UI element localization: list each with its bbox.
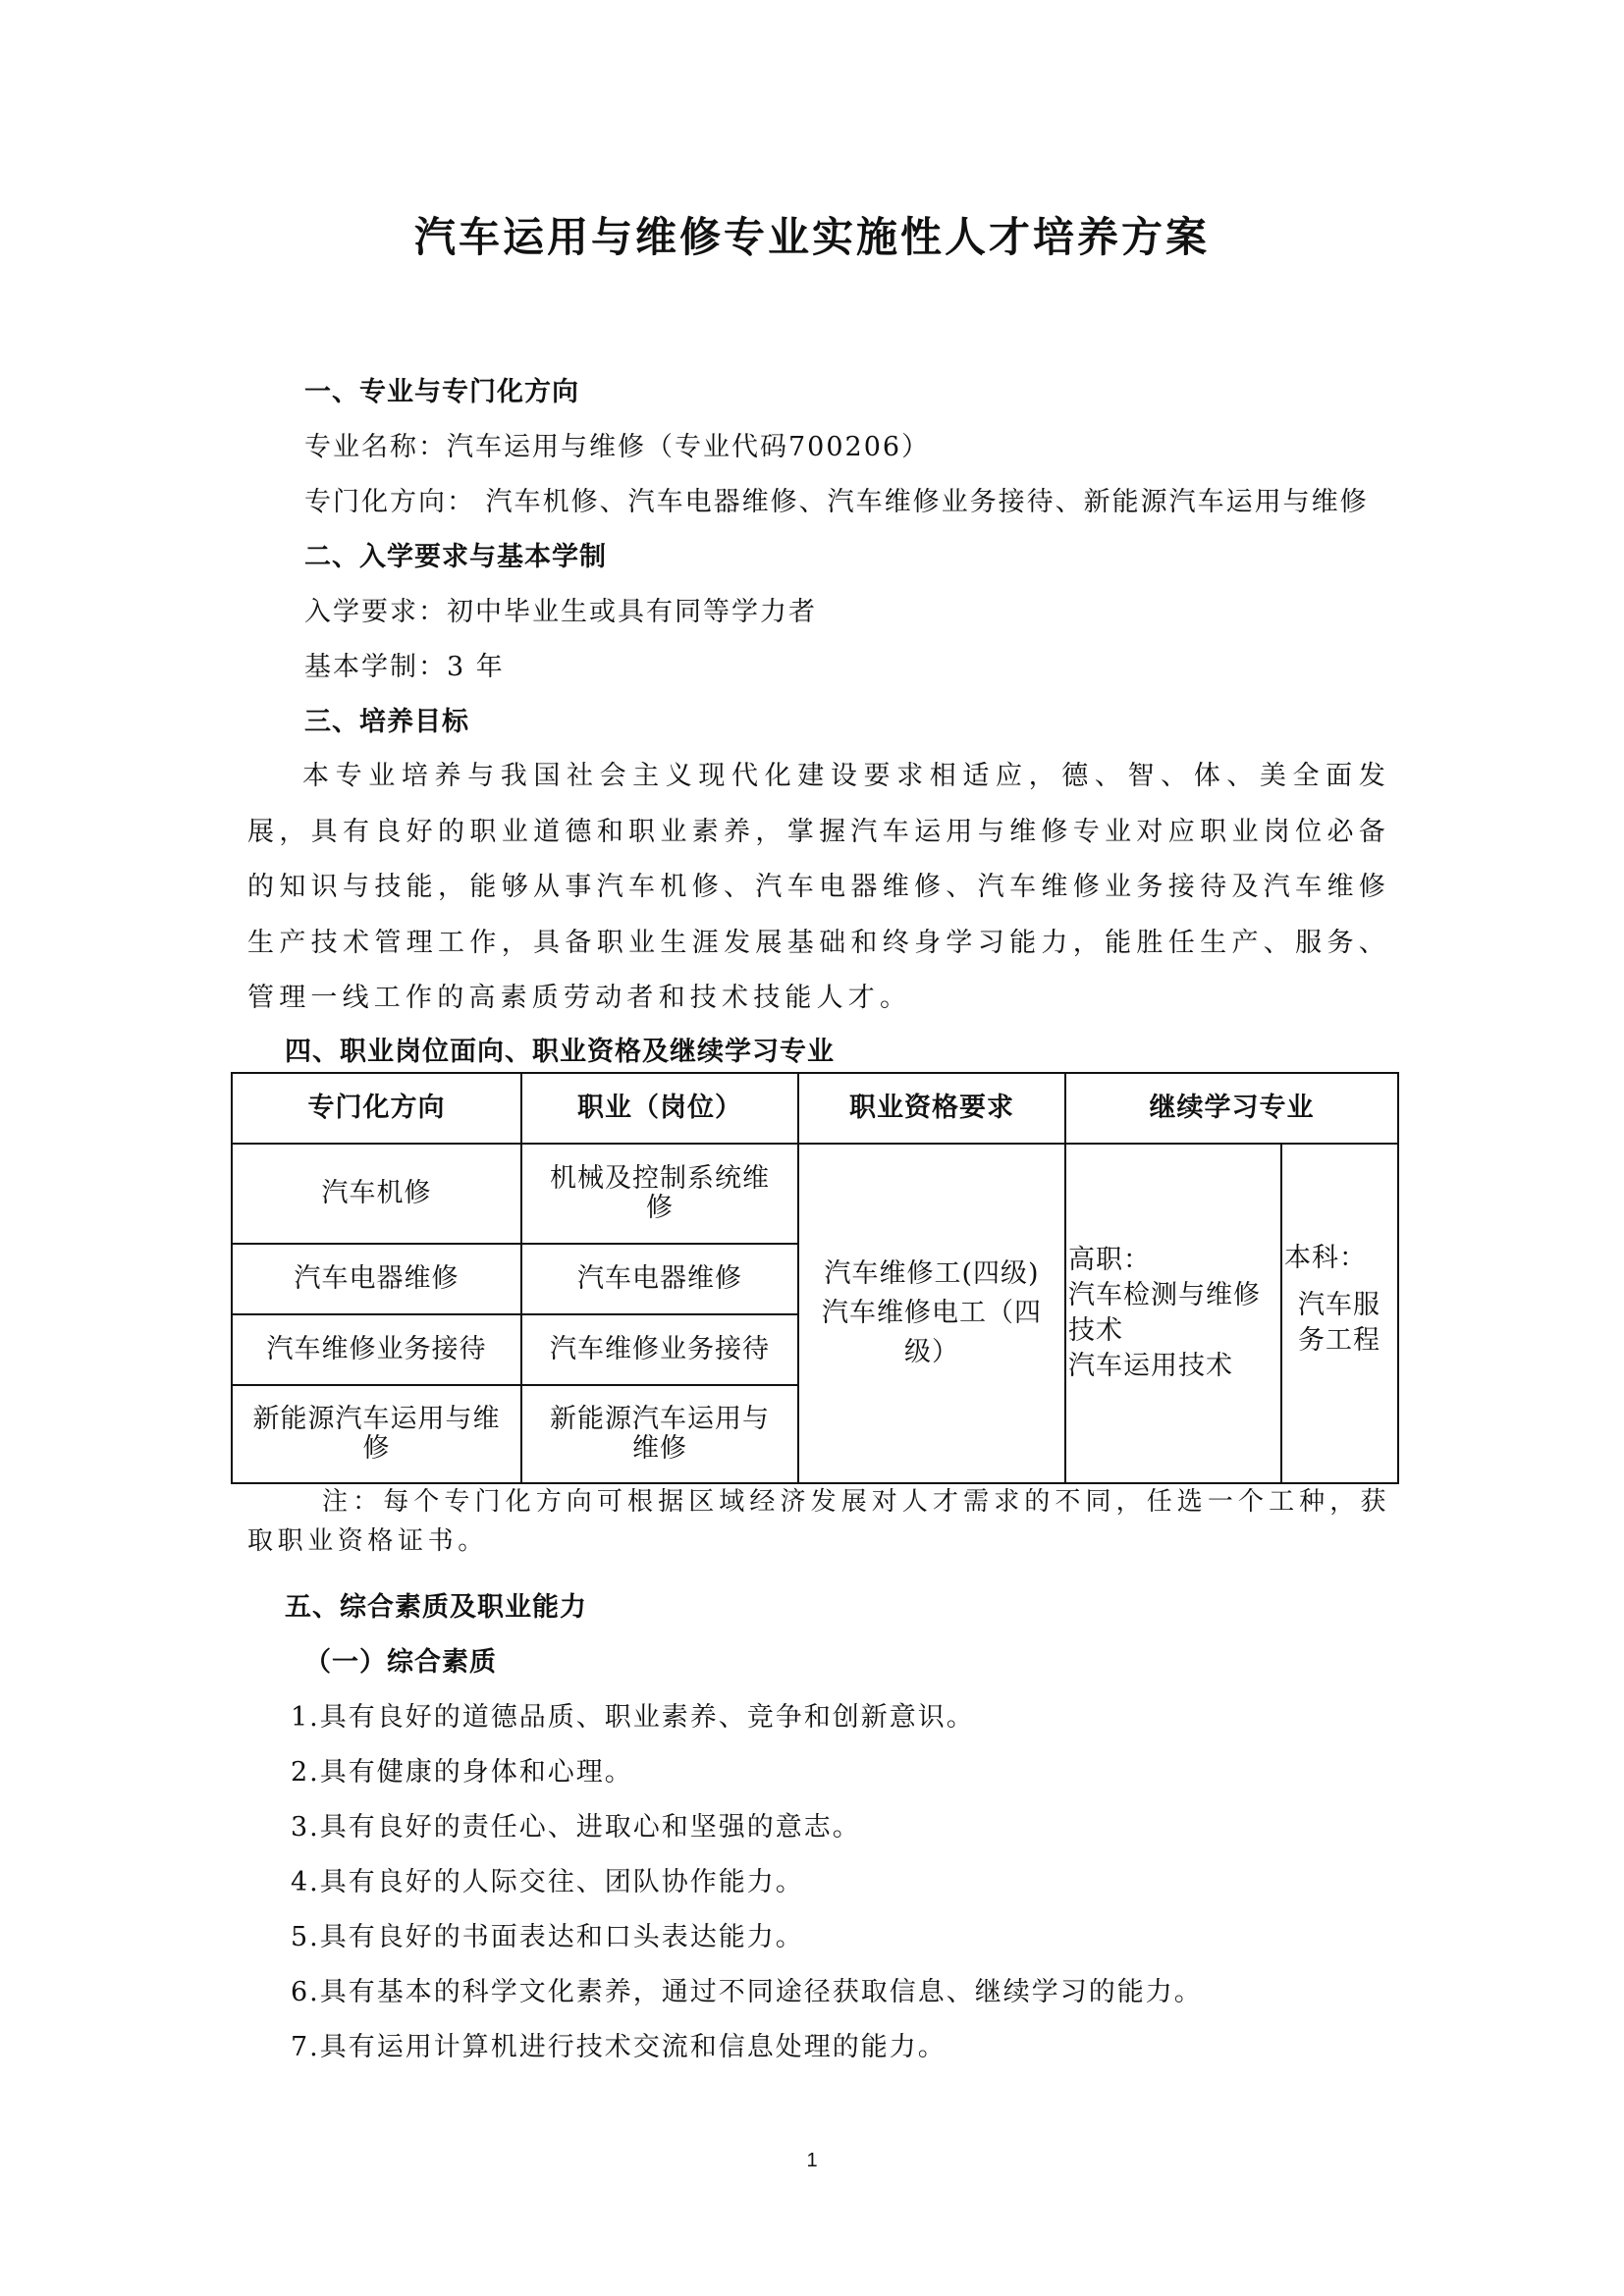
table-note: 注：每个专门化方向可根据区域经济发展对人才需求的不同，任选一个工种，获取职业资格证书。: [247, 1487, 1390, 1556]
list-item: 3.具有良好的责任心、进取心和坚强的意志。: [291, 1812, 861, 1842]
list-item: 1.具有良好的道德品质、职业素养、竞争和创新意识。: [291, 1702, 975, 1733]
section-heading-2: 二、入学要求与基本学制: [304, 542, 607, 572]
qualification-line: 汽车维修电工（四: [822, 1298, 1042, 1328]
section-heading-1: 一、专业与专门化方向: [304, 377, 579, 407]
table-header: 专门化方向: [232, 1073, 521, 1144]
undergraduate-label: 本科：: [1284, 1243, 1367, 1273]
table-header: 继续学习专业: [1065, 1073, 1398, 1144]
section-heading-4: 四、职业岗位面向、职业资格及继续学习专业: [285, 1037, 835, 1067]
table-cell-direction: 新能源汽车运用与维修: [232, 1385, 521, 1483]
occupation-table: [231, 1072, 1399, 1484]
qualification-line: 级）: [904, 1337, 959, 1367]
list-item: 6.具有基本的科学文化素养，通过不同途径获取信息、继续学习的能力。: [291, 1977, 1203, 2007]
list-item: 7.具有运用计算机进行技术交流和信息处理的能力。: [291, 2032, 947, 2062]
table-cell-direction: 汽车机修: [232, 1144, 521, 1244]
qualification-line: 汽车维修工(四级): [824, 1258, 1040, 1289]
higher-vocational-major: 汽车检测与维修: [1068, 1280, 1261, 1310]
undergraduate-major: 务工程: [1298, 1325, 1380, 1356]
qualification-cell: [798, 1144, 1065, 1483]
table-cell-job: 汽车电器维修: [521, 1244, 798, 1314]
higher-vocational-cell: [1065, 1144, 1281, 1483]
undergraduate-major: 汽车服: [1298, 1290, 1380, 1320]
major-name: 专业名称：汽车运用与维修（专业代码700206）: [304, 432, 931, 462]
table-row: [232, 1144, 1398, 1244]
schooling-length: 基本学制：3 年: [304, 652, 505, 682]
list-item: 5.具有良好的书面表达和口头表达能力。: [291, 1922, 804, 1952]
list-item: 4.具有良好的人际交往、团队协作能力。: [291, 1867, 804, 1897]
page-title: 汽车运用与维修专业实施性人才培养方案: [413, 213, 1210, 261]
table-header-row: [232, 1073, 1398, 1144]
subsection-heading: （一）综合素质: [304, 1647, 497, 1678]
section-heading-5: 五、综合素质及职业能力: [285, 1592, 587, 1623]
higher-vocational-major: 技术: [1068, 1315, 1123, 1346]
specialization-directions: 专门化方向： 汽车机修、汽车电器维修、汽车维修业务接待、新能源汽车运用与维修: [304, 487, 1369, 517]
table-header: 职业资格要求: [798, 1073, 1065, 1144]
undergraduate-cell: [1281, 1144, 1398, 1483]
table-cell-job: 新能源汽车运用与维修: [521, 1385, 798, 1483]
table-cell-job: 机械及控制系统维修: [521, 1144, 798, 1244]
table-cell-direction: 汽车维修业务接待: [232, 1314, 521, 1385]
page-number: 1: [806, 2150, 818, 2171]
table-header: 职业（岗位）: [521, 1073, 798, 1144]
admission-requirement: 入学要求：初中毕业生或具有同等学力者: [304, 597, 817, 627]
higher-vocational-label: 高职：: [1068, 1245, 1151, 1275]
higher-vocational-major: 汽车运用技术: [1068, 1351, 1233, 1381]
table-cell-direction: 汽车电器维修: [232, 1244, 521, 1314]
table-cell-job: 汽车维修业务接待: [521, 1314, 798, 1385]
list-item: 2.具有健康的身体和心理。: [291, 1757, 633, 1788]
training-objective-paragraph: 本专业培养与我国社会主义现代化建设要求相适应，德、智、体、美全面发展，具有良好的职业道德和职业素养，掌握汽车运用与维修专业对应职业岗位必备的知识与技能，能够从事汽车机修、汽车电器维修、汽车维修业务接待及汽车维修生产技术管理工作，具备职业生涯发展基础和终身学习能力，能胜任生产、服务、管理一线工作的高素质劳动者和技术技能人才。: [247, 761, 1390, 1013]
section-heading-3: 三、培养目标: [304, 707, 469, 737]
